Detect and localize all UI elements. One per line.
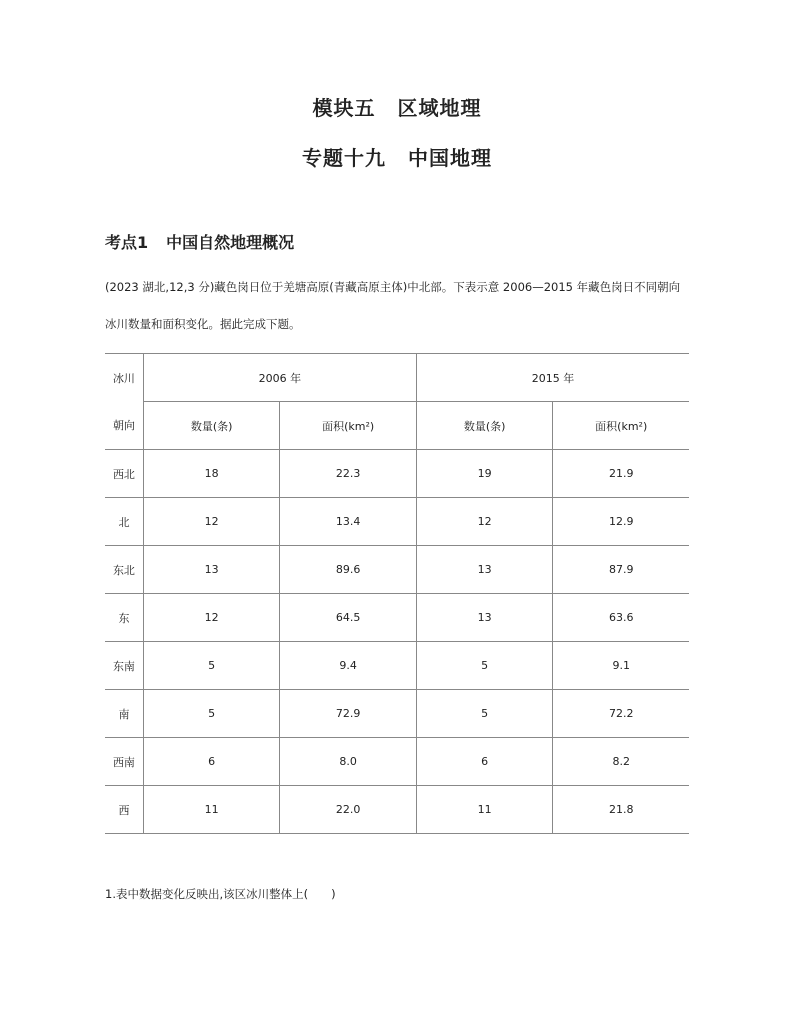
area-2015: 12.9 [553, 498, 689, 546]
row-direction: 东南 [105, 642, 143, 690]
header-count-2015: 数量(条) [416, 402, 553, 450]
table-row [105, 738, 689, 786]
row-direction: 北 [105, 498, 143, 546]
table-header-row-1 [105, 354, 689, 402]
area-2015: 21.9 [553, 450, 689, 498]
section-title: 中国自然地理概况 [166, 233, 295, 252]
header-area-2006: 面积(km²) [280, 402, 417, 450]
area-2015: 9.1 [553, 642, 689, 690]
glacier-table [105, 353, 689, 834]
header-year-2015: 2015 年 [416, 354, 689, 402]
header-year-2006: 2006 年 [143, 354, 416, 402]
intro-line-2: 冰川数量和面积变化。据此完成下题。 [105, 317, 301, 331]
topic-title-number: 专题十九 [302, 146, 386, 170]
topic-title [0, 142, 794, 171]
area-2006: 9.4 [280, 642, 417, 690]
module-title [0, 92, 794, 121]
module-title-name: 区域地理 [397, 96, 482, 120]
table-row [105, 642, 689, 690]
count-2006: 12 [143, 498, 280, 546]
topic-title-name: 中国地理 [408, 146, 492, 170]
intro-line-1: (2023 湖北,12,3 分)藏色岗日位于羌塘高原(青藏高原主体)中北部。下表示意 2006—2015 年藏色岗日不同朝向 [105, 280, 681, 294]
row-direction: 西南 [105, 738, 143, 786]
row-direction: 西北 [105, 450, 143, 498]
area-2015: 8.2 [553, 738, 689, 786]
area-2015: 21.8 [553, 786, 689, 834]
header-area-2015: 面积(km²) [553, 402, 689, 450]
count-2015: 19 [416, 450, 553, 498]
area-2006: 22.0 [280, 786, 417, 834]
count-2006: 6 [143, 738, 280, 786]
area-2006: 64.5 [280, 594, 417, 642]
area-2006: 89.6 [280, 546, 417, 594]
count-2015: 5 [416, 642, 553, 690]
count-2006: 5 [143, 690, 280, 738]
count-2015: 5 [416, 690, 553, 738]
count-2006: 5 [143, 642, 280, 690]
area-2006: 72.9 [280, 690, 417, 738]
module-title-number: 模块五 [312, 96, 376, 120]
table-row [105, 690, 689, 738]
header-direction-bottom: 朝向 [105, 402, 143, 450]
table-row [105, 786, 689, 834]
table-header-row-2 [105, 402, 689, 450]
count-2006: 18 [143, 450, 280, 498]
area-2015: 72.2 [553, 690, 689, 738]
count-2015: 6 [416, 738, 553, 786]
header-direction-top: 冰川 [105, 354, 143, 402]
area-2006: 13.4 [280, 498, 417, 546]
count-2015: 11 [416, 786, 553, 834]
question-1: 1.表中数据变化反映出,该区冰川整体上( ) [105, 887, 336, 901]
section-label: 考点1 [105, 233, 149, 252]
area-2006: 22.3 [280, 450, 417, 498]
count-2015: 12 [416, 498, 553, 546]
area-2015: 63.6 [553, 594, 689, 642]
table-row [105, 450, 689, 498]
table-row [105, 594, 689, 642]
table-row [105, 546, 689, 594]
table-row [105, 498, 689, 546]
row-direction: 东 [105, 594, 143, 642]
count-2015: 13 [416, 594, 553, 642]
header-count-2006: 数量(条) [143, 402, 280, 450]
count-2015: 13 [416, 546, 553, 594]
count-2006: 12 [143, 594, 280, 642]
area-2015: 87.9 [553, 546, 689, 594]
count-2006: 13 [143, 546, 280, 594]
row-direction: 东北 [105, 546, 143, 594]
row-direction: 西 [105, 786, 143, 834]
row-direction: 南 [105, 690, 143, 738]
area-2006: 8.0 [280, 738, 417, 786]
count-2006: 11 [143, 786, 280, 834]
section-heading [105, 230, 294, 253]
